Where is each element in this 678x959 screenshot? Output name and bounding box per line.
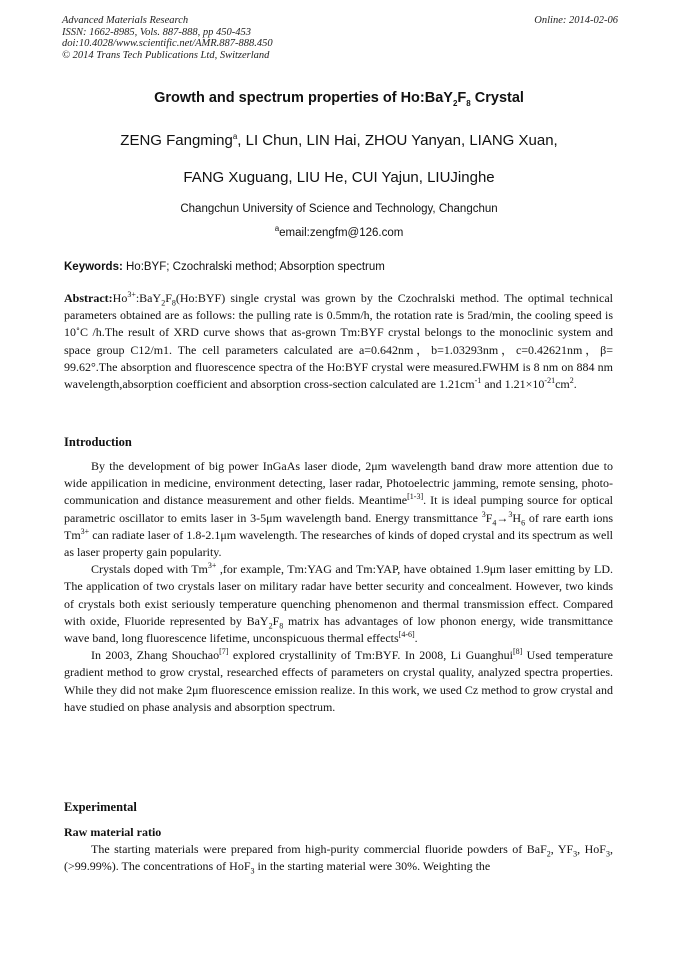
experimental-body [64, 841, 613, 875]
intro-paragraph-3: In 2003, Zhang Shouchao[7] explored crystallinity of Tm:BYF. In 2008, Li Guanghui[8] Used temperature gradient method to grow crystal, researched effects of parameters on crystal quality, analyzed spectra properties. While they did not make 2μm fluorescence emission realize. In this work, we used Cz method to grow crystal and have studied on phase analysis and absorption spectrum. [64, 647, 614, 714]
issn-line: ISSN: 1662-8985, Vols. 887-888, pp 450-453 [62, 26, 251, 38]
doi-line[interactable]: doi:10.4028/www.scientific.net/AMR.887-888.450 [62, 38, 273, 49]
paper-title: Growth and spectrum properties of $Ho:BaY_2F_8$ Crystal [154, 90, 524, 108]
abstract: $Abstract:Ho^{3+}:BaY_2F_8(Ho:BYF)$ single crystal was grown by the Czochralski method. The optimal technical parameters obtained are as follows: the pulling rate is 0.5mm/h, the rotation rate is 5rad/min, the cooling speed is 10˚C /h.The result of XRD curve shows that as-grown Tm:BYF crystal belongs to the monoclinic system and space group C12/m1. The cell parameters calculated are a=0.642nm，b=1.03293nm，c=0.42621nm，β= 99.62°.The absorption and fluorescence spectra of the Ho:BYF crystal were measured.FWHM is 8 nm on 884 nm wavelength,absorption coefficient and absorption cross-section calculated are $1.21cm^{-1}$ and $1.21\times 10^{-21}cm^2$. [64, 290, 613, 392]
journal-name: Advanced Materials Research [62, 15, 189, 26]
copyright-line: © 2014 Trans Tech Publications Ltd, Switzerland [62, 49, 270, 61]
journal-header [62, 15, 618, 61]
affiliation: Changchun University of Science and Technology, Changchun [180, 203, 498, 215]
intro-paragraph-2: Crystals doped with $Tm^{3+}$ ,for example, Tm:YAG and Tm:YAP, have obtained 1.9μm laser emitting by LD. The application of two crystals laser on military radar have better security and concealment. However, two kinds of crystals both exist seriously temperature quenching phenomenon and thermal transmission effect. Compared with oxide, Fluoride represented by $BaY_2F_8$ matrix has advantages of low phonon energy, wide transmittance wave band, long fluorescence lifetime, unconspicuous thermal effects[4-6]. [64, 561, 613, 646]
authors-line-1: ZENG Fangming$^a$, LI Chun, LIN Hai, ZHOU Yanyan, LIANG Xuan, [120, 132, 558, 149]
online-date: Online: 2014-02-06 [534, 15, 618, 26]
authors-line-2: FANG Xuguang, LIU He, CUI Yajun, LIUJinghe [183, 169, 495, 186]
abstract-label: Abstract: [64, 291, 113, 305]
keywords: Keywords: Ho:BYF; Czochralski method; Absorption spectrum [64, 261, 385, 273]
author-email[interactable]: $^a$email:zengfm@126.com [274, 224, 404, 239]
raw-material-subheading: Raw material ratio [64, 825, 162, 839]
intro-paragraph-1: By the development of big power InGaAs laser diode, 2μm wavelength band draw more attention due to wide appilication in medicine, environment detecting, laser radar, Photoelectric jamming, remote sensing, photo-communication and distance measurement and other fields. Meantime[1-3]. It is ideal pumping source for optical parametric oscillator to emits laser in 3-5μm wavelength band. Energy transmittance $^3F_4\to^3H_6$ of rare earth ions $Tm^{3+}$ can radiate laser of 1.8-2.1μm wavelength. The researches of kinds of doped crystal and its spectrum as well as laser property gain popularity. [64, 459, 613, 560]
introduction-heading: Introduction [64, 435, 132, 449]
experimental-paragraph: The starting materials were prepared from high-purity commercial fluoride powders of BaF$_2$, $YF_3$, HoF$_3$,(>99.99%). The concentrations of HoF$_3$ in the starting material were 30%. Weighting the [64, 842, 613, 876]
introduction-body [64, 458, 613, 716]
experimental-heading: Experimental [64, 800, 137, 814]
